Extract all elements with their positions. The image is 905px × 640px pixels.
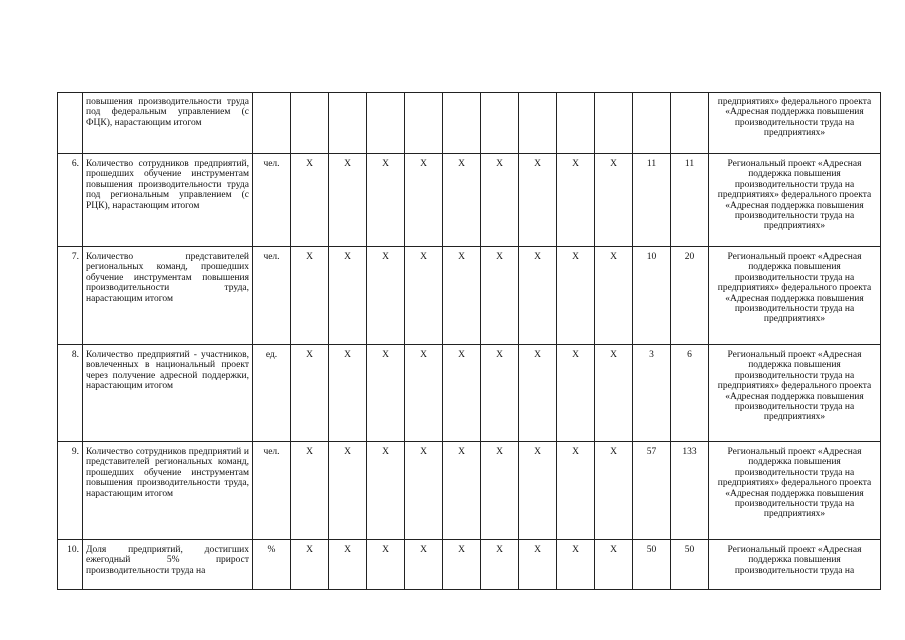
value-cell: X: [443, 247, 481, 345]
table-row: [58, 442, 881, 540]
table-row: [58, 345, 881, 442]
value-cell: X: [329, 345, 367, 442]
table-row: [58, 540, 881, 590]
unit-cell: [253, 93, 291, 154]
value-cell: 133: [671, 442, 709, 540]
source-cell: Региональный проект «Адресная поддержка повышения производительности труда на: [709, 540, 881, 590]
table-row: [58, 93, 881, 154]
value-cell: X: [291, 540, 329, 590]
value-cell: X: [595, 540, 633, 590]
indicator-name: Количество представителей региональных команд, прошедших обучение инструментам повышения производительности труда, нарастающим итогом: [83, 247, 253, 345]
value-cell: X: [329, 442, 367, 540]
source-cell: Региональный проект «Адресная поддержка повышения производительности труда на предприятиях» федерального проекта «Адресная поддержка повышения производительности труда на предприятиях»: [709, 345, 881, 442]
value-cell: [519, 93, 557, 154]
value-cell: X: [557, 154, 595, 247]
value-cell: [291, 93, 329, 154]
value-cell: X: [443, 442, 481, 540]
value-cell: X: [291, 154, 329, 247]
value-cell: X: [291, 442, 329, 540]
value-cell: 10: [633, 247, 671, 345]
indicator-name: Доля предприятий, достигших ежегодный 5% прирост производительности труда на: [83, 540, 253, 590]
value-cell: X: [405, 442, 443, 540]
table-row: [58, 247, 881, 345]
value-cell: [481, 93, 519, 154]
value-cell: [633, 93, 671, 154]
value-cell: X: [595, 345, 633, 442]
value-cell: [367, 93, 405, 154]
value-cell: X: [443, 345, 481, 442]
value-cell: X: [329, 540, 367, 590]
value-cell: X: [481, 345, 519, 442]
value-cell: X: [595, 247, 633, 345]
value-cell: X: [557, 247, 595, 345]
value-cell: X: [481, 442, 519, 540]
value-cell: X: [595, 442, 633, 540]
row-number: [58, 93, 83, 154]
value-cell: X: [443, 154, 481, 247]
value-cell: X: [519, 154, 557, 247]
value-cell: X: [481, 540, 519, 590]
value-cell: 11: [671, 154, 709, 247]
value-cell: [671, 93, 709, 154]
value-cell: X: [367, 442, 405, 540]
source-cell: Региональный проект «Адресная поддержка повышения производительности труда на предприятиях» федерального проекта «Адресная поддержка повышения производительности труда на предприятиях»: [709, 442, 881, 540]
source-cell: Региональный проект «Адресная поддержка повышения производительности труда на предприятиях» федерального проекта «Адресная поддержка повышения производительности труда на предприятиях»: [709, 154, 881, 247]
value-cell: X: [291, 247, 329, 345]
indicator-name: Количество предприятий - участников, вовлеченных в национальный проект через получение адресной поддержки, нарастающим итогом: [83, 345, 253, 442]
value-cell: [405, 93, 443, 154]
row-number: 9.: [58, 442, 83, 540]
table-body: [58, 93, 881, 590]
indicator-name: Количество сотрудников предприятий, прошедших обучение инструментам повышения производительности труда под региональным управлением (с РЦК), нарастающим итогом: [83, 154, 253, 247]
value-cell: X: [367, 247, 405, 345]
unit-cell: ед.: [253, 345, 291, 442]
value-cell: X: [367, 154, 405, 247]
row-number: 8.: [58, 345, 83, 442]
unit-cell: чел.: [253, 442, 291, 540]
value-cell: [443, 93, 481, 154]
value-cell: X: [557, 540, 595, 590]
value-cell: X: [519, 345, 557, 442]
value-cell: X: [557, 442, 595, 540]
indicator-name: Количество сотрудников предприятий и представителей региональных команд, прошедших обучение инструментам повышения производительности труда, нарастающим итогом: [83, 442, 253, 540]
row-number: 6.: [58, 154, 83, 247]
table-row: [58, 154, 881, 247]
value-cell: [595, 93, 633, 154]
value-cell: X: [367, 345, 405, 442]
value-cell: X: [595, 154, 633, 247]
value-cell: X: [481, 247, 519, 345]
source-cell: предприятиях» федерального проекта «Адресная поддержка повышения производительности труда на предприятиях»: [709, 93, 881, 154]
value-cell: 20: [671, 247, 709, 345]
value-cell: [557, 93, 595, 154]
source-cell: Региональный проект «Адресная поддержка повышения производительности труда на предприятиях» федерального проекта «Адресная поддержка повышения производительности труда на предприятиях»: [709, 247, 881, 345]
value-cell: X: [519, 247, 557, 345]
value-cell: X: [329, 247, 367, 345]
row-number: 10.: [58, 540, 83, 590]
value-cell: X: [443, 540, 481, 590]
value-cell: X: [291, 345, 329, 442]
value-cell: X: [329, 154, 367, 247]
value-cell: X: [367, 540, 405, 590]
value-cell: 3: [633, 345, 671, 442]
value-cell: 50: [633, 540, 671, 590]
value-cell: 50: [671, 540, 709, 590]
unit-cell: чел.: [253, 154, 291, 247]
value-cell: X: [519, 540, 557, 590]
row-number: 7.: [58, 247, 83, 345]
value-cell: X: [405, 154, 443, 247]
value-cell: X: [405, 247, 443, 345]
value-cell: X: [557, 345, 595, 442]
indicators-table: [57, 92, 881, 590]
indicator-name: повышения производительности труда под федеральным управлением (с ФЦК), нарастающим итогом: [83, 93, 253, 154]
value-cell: X: [481, 154, 519, 247]
value-cell: [329, 93, 367, 154]
value-cell: 6: [671, 345, 709, 442]
unit-cell: %: [253, 540, 291, 590]
value-cell: 57: [633, 442, 671, 540]
unit-cell: чел.: [253, 247, 291, 345]
value-cell: X: [405, 540, 443, 590]
value-cell: X: [519, 442, 557, 540]
value-cell: X: [405, 345, 443, 442]
value-cell: 11: [633, 154, 671, 247]
